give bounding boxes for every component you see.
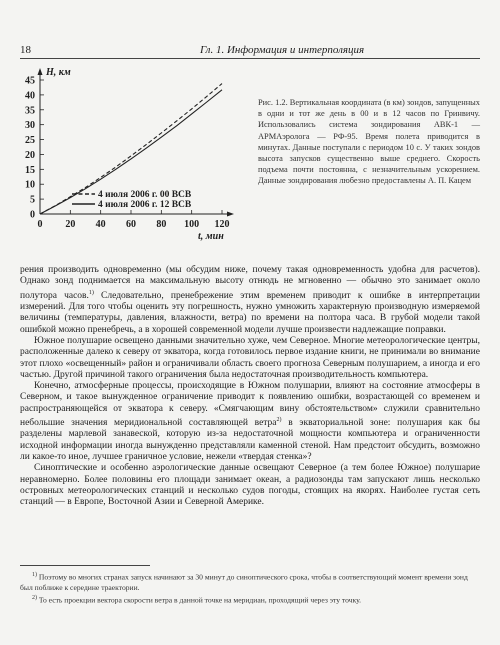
body-text [20,265,480,509]
footnote-2 [20,593,480,606]
y-tick-label: 35 [25,105,35,117]
y-tick-label: 5 [30,194,35,206]
x-tick-label: 20 [65,219,76,230]
figure-caption: Рис. 1.2. Вертикальная координата (в км) зондов, запущенных в одни и тот же день в 00 и в 12 часов по Гринвичу. Использовались система зондирования АВК-1 — АРМАэролога — РФ-95. Время полета приводится в минутах. Данные поступали с периодом 10 с. У таких зондов высота запусков существенно выше среднего. Скорость подъема почти постоянна, с незначительным ускорением. Данные зондирования любезно предоставлены А. П. Кацем [258,98,480,186]
x-axis-label: t, мин [198,231,224,242]
x-tick-label: 0 [37,219,43,230]
paragraph-4: Синоптические и особенно аэрологические данные освещают Северное (а тем более Южное) полушарие неравномерно. Более половины его площади занимает океан, а радиозонды там запускают лишь несколько островных метеорологических станций и несколько судов погоды, стоящих на якорях. Наиболее густая сеть станций — в Европе, Восточной Азии и Северной Америке. [20,463,480,508]
y-tick-label: 10 [25,179,35,191]
y-tick-label: 15 [25,164,35,176]
footnote-ref-1: 1) [88,289,94,296]
legend [72,190,192,210]
footnote-2-text: То есть проекции вектора скорости ветра в данной точке на меридиан, проходящий через эту точку. [37,595,362,605]
paragraph-3 [20,381,480,463]
y-tick-label: 45 [25,75,35,87]
legend-label-00: 4 июля 2006 г. 00 ВСВ [98,190,192,200]
x-tick-label: 60 [126,219,136,230]
paragraph-3-part-b: в экваториальной зоне: полушария как бы разделены марлевой занавеской, которую из-за недостаточной мощности компьютера и ограниченности исходной информации иногда вынужденно представляли каменной стеной. Нам предстоит обсудить, возможно ли какое-то иное, лучшее граничное условие, нежели «твердая стенка»? [20,418,480,463]
y-tick-label: 40 [25,90,35,102]
x-tick-label: 100 [184,219,200,230]
paragraph-3-part-a: Конечно, атмосферные процессы, происходящие в Южном полушарии, влияют на состояние атмосферы в Северном, и такое вынужденное ограничение приводит к появлению ошибки, возрастающей со временем и распространяющейся от экватора к северу. «Смягчающим вину обстоятельством» служили сравнительно небольшие значения меридиональной составляющей ветра [20,381,480,429]
y-axis-label: H, км [46,67,71,78]
footnote-1-text: Поэтому во многих странах запуск начинают за 30 минут до синоптического срока, чтобы в соответствующий момент времени зонд был поближе к середине траектории. [20,572,468,592]
y-tick-label: 30 [25,120,35,132]
paragraph-1 [20,265,480,336]
y-tick-label: 0 [30,209,35,221]
x-tick-label: 80 [156,219,167,230]
x-tick-label: 120 [214,219,230,230]
legend-label-12: 4 июля 2006 г. 12 ВСВ [98,200,192,210]
x-tick-label: 40 [95,219,106,230]
paragraph-1-part-b: Следовательно, пренебрежение этим временем приводит к ошибке в интерпретации измерений. Для того чтобы оценить эту погрешность, нужно умножить характерную производную измеряемой величины (температуры, давления, влажности, ветра) по времени на полтора часа. В грубой модели такой ошибкой можно пренебречь, а в хорошей современной модели лучше произвести надлежащие поправки. [20,290,480,335]
x-axis-ticks [38,210,230,230]
header-rule [20,58,480,59]
altitude-chart [10,62,255,247]
y-axis-arrow [38,68,43,75]
y-tick-label: 25 [25,135,35,147]
footnote-1-mark: 1) [32,572,37,578]
y-axis-ticks [25,76,44,221]
y-tick-label: 20 [25,149,35,161]
paragraph-2: Южное полушарие освещено данными значительно хуже, чем Северное. Многие метеорологические центры, расположенные далеко к северу от экватора, когда готовилось первое издание книги, не принимали во внимание этот плохо «освещенный» район и ограничивали область своего прогноза Северным полушарием, а иногда и его частью. Другой причиной такого ограничения была недостаточная производительность компьютера. [20,335,480,380]
x-axis-arrow [227,212,234,217]
footnote-ref-2: 2) [276,417,282,424]
footnote-2-mark: 2) [32,595,37,602]
footnote-rule [20,565,150,566]
running-head: Гл. 1. Информация и интерполяция [200,44,365,56]
footnote-1 [20,570,480,593]
paragraph-1-part-a: рения производить одновременно (мы обсудим ниже, почему такая одновременность удобна для расчетов). Однако зонд поднимается на максимальную высоту отнюдь не мгновенно — обычно это занимает около полутора часов. [20,265,480,301]
footnotes [20,570,480,606]
page-number: 18 [20,44,31,56]
